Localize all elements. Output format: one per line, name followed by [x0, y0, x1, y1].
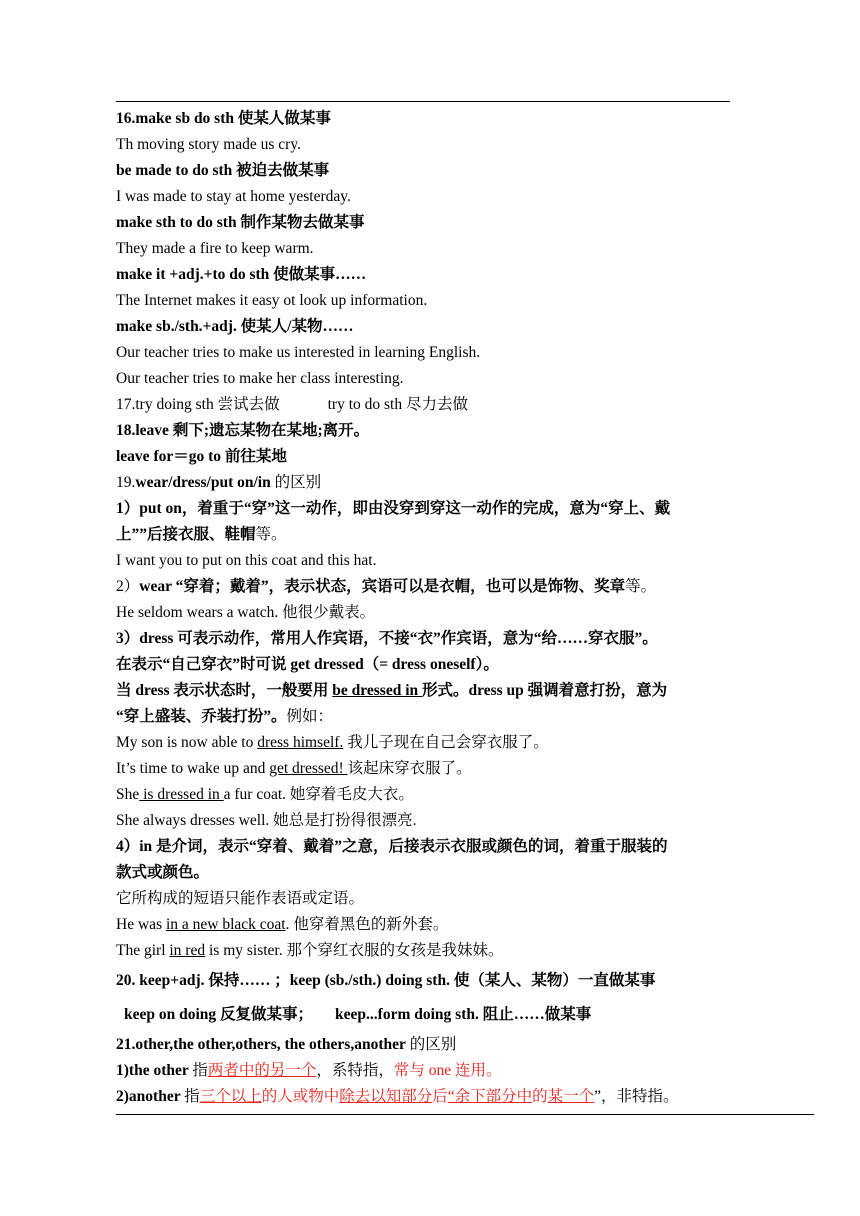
- example-sentence: Our teacher tries to make us interested in learning English.: [116, 344, 481, 361]
- sentence-part: 该起床穿衣服了。: [347, 760, 472, 777]
- phrase-heading: make sth to do sth 制作某物去做某事: [116, 214, 365, 231]
- explanation-plain: 等。: [255, 526, 287, 543]
- underlined-phrase: be dressed in: [332, 682, 423, 699]
- sentence-part: The girl: [116, 942, 170, 959]
- example-sentence: [116, 782, 736, 808]
- underlined-phrase: get dressed!: [269, 760, 348, 777]
- heading-keywords: 21.other,the other,others, the others,another: [116, 1036, 406, 1053]
- underlined-phrase: is dressed in: [139, 786, 224, 803]
- example-sentence: Th moving story made us cry.: [116, 136, 301, 153]
- text-part: ，系特指，: [316, 1062, 394, 1079]
- red-phrase: 的: [532, 1088, 548, 1105]
- underlined-phrase: in red: [169, 942, 206, 959]
- example-sentence: They made a fire to keep warm.: [116, 240, 314, 257]
- example-sentence: She always dresses well. 她总是打扮得很漂亮.: [116, 812, 417, 829]
- example-sentence: [116, 730, 736, 756]
- red-phrase: 后: [432, 1088, 448, 1105]
- explanation-text: 款式或颜色。: [116, 864, 210, 881]
- example-sentence: [116, 756, 736, 782]
- term-the-other: 1)the other: [116, 1062, 193, 1079]
- explanation-part: 形式。dress up 强调着意打扮，意为: [422, 682, 668, 699]
- example-sentence: The Internet makes it easy ot look up information.: [116, 292, 428, 309]
- example-sentence: He seldom wears a watch. 他很少戴表。: [116, 604, 376, 621]
- explanation-text: [116, 574, 736, 600]
- document-body: [116, 106, 736, 1110]
- footer-rule: [116, 1114, 814, 1115]
- red-underlined-phrase: 除去以知部分: [339, 1088, 433, 1105]
- sentence-part: . 他穿着黑色的新外套。: [285, 916, 449, 933]
- underlined-phrase: in a new black coat: [165, 916, 286, 933]
- explanation-text: [116, 1084, 736, 1110]
- phrase-heading: make it +adj.+to do sth 使做某事……: [116, 266, 367, 283]
- explanation-text: [116, 678, 736, 704]
- phrase-try-to-do: try to do sth 尽力去做: [327, 396, 468, 413]
- explanation-text: [116, 522, 736, 548]
- explanation-text: 它所构成的短语只能作表语或定语。: [116, 890, 365, 907]
- text-part: ”，非特指。: [594, 1088, 679, 1105]
- explanation-text: [116, 704, 736, 730]
- explanation-text: [116, 1058, 736, 1084]
- underlined-phrase: dress himself.: [257, 734, 344, 751]
- heading-suffix: 的区别: [270, 474, 322, 491]
- explanation-bold: 上””后接衣服、鞋帽: [116, 526, 256, 543]
- heading-16: 16.make sb do sth 使某人做某事: [116, 110, 331, 127]
- phrase-keep-from: keep...form doing sth. 阻止……做某事: [335, 1006, 592, 1023]
- heading-20: 20. keep+adj. 保持…… ；keep (sb./sth.) doing sth. 使（某人、某物）一直做某事: [116, 972, 656, 989]
- explanation-bold: “穿上盛装、乔装打扮”。: [116, 708, 287, 725]
- heading-18: 18.leave 剩下;遗忘某物在某地;离开。: [116, 422, 370, 439]
- red-underlined-phrase: 三个以上: [199, 1088, 262, 1105]
- red-underlined-phrase: 两者中的另一个: [207, 1062, 317, 1079]
- sentence-part: It’s time to wake up and: [116, 760, 270, 777]
- explanation-number: 2）: [116, 578, 140, 595]
- phrase-heading: [116, 998, 736, 1032]
- phrase-heading: be made to do sth 被迫去做某事: [116, 162, 330, 179]
- phrase-heading: make sb./sth.+adj. 使某人/某物……: [116, 318, 354, 335]
- explanation-plain: 例如：: [286, 708, 334, 725]
- explanation-text: 3）dress 可表示动作，常用人作宾语，不接“衣”作宾语，意为“给……穿衣服”。: [116, 630, 658, 647]
- sentence-part: is my sister. 那个穿红衣服的女孩是我妹妹。: [205, 942, 504, 959]
- sentence-part: a fur coat. 她穿着毛皮大衣。: [223, 786, 414, 803]
- term-another: 2)another: [116, 1088, 185, 1105]
- explanation-part: 当 dress 表示状态时，一般要用: [116, 682, 333, 699]
- heading-suffix: 的区别: [405, 1036, 457, 1053]
- explanation-text: 在表示“自己穿衣”时可说 get dressed（= dress oneself）。: [116, 656, 499, 673]
- example-sentence: Our teacher tries to make her class interesting.: [116, 370, 404, 387]
- explanation-text: 4）in 是介词，表示“穿着、戴着”之意，后接表示衣服或颜色的词，着重于服装的: [116, 838, 668, 855]
- heading-21: [116, 1032, 736, 1058]
- sentence-part: My son is now able to: [116, 734, 258, 751]
- heading-number: 19.: [116, 474, 136, 491]
- phrase-try-doing: 17.try doing sth 尝试去做: [116, 396, 280, 413]
- heading-19: [116, 470, 736, 496]
- heading-keywords: wear/dress/put on/in: [135, 474, 271, 491]
- example-sentence: I was made to stay at home yesterday.: [116, 188, 351, 205]
- red-phrase: 的人或物中: [261, 1088, 340, 1105]
- example-sentence: [116, 912, 736, 938]
- header-rule: [116, 101, 730, 102]
- sentence-part: 我儿子现在自己会穿衣服了。: [343, 734, 549, 751]
- sentence-part: He was: [116, 916, 166, 933]
- red-underlined-phrase: 某一个: [547, 1088, 595, 1105]
- explanation-bold: wear “穿着；戴着”，表示状态，宾语可以是衣帽，也可以是饰物、奖章: [139, 578, 626, 595]
- example-sentence: I want you to put on this coat and this hat.: [116, 552, 377, 569]
- phrase-keep-on: keep on doing 反复做某事；: [124, 1006, 314, 1023]
- explanation-plain: 等。: [625, 578, 657, 595]
- heading-17: [116, 392, 736, 418]
- example-sentence: [116, 938, 736, 964]
- phrase-heading: leave for＝go to 前往某地: [116, 448, 287, 465]
- sentence-part: She: [116, 786, 140, 803]
- text-part: 指: [192, 1062, 208, 1079]
- explanation-text: 1）put on，着重于“穿”这一动作，即由没穿到穿这一动作的完成，意为“穿上、戴: [116, 500, 671, 517]
- red-phrase: 常与 one 连用。: [393, 1062, 502, 1079]
- text-part: 指: [184, 1088, 200, 1105]
- red-underlined-phrase: “余下部分中: [447, 1088, 533, 1105]
